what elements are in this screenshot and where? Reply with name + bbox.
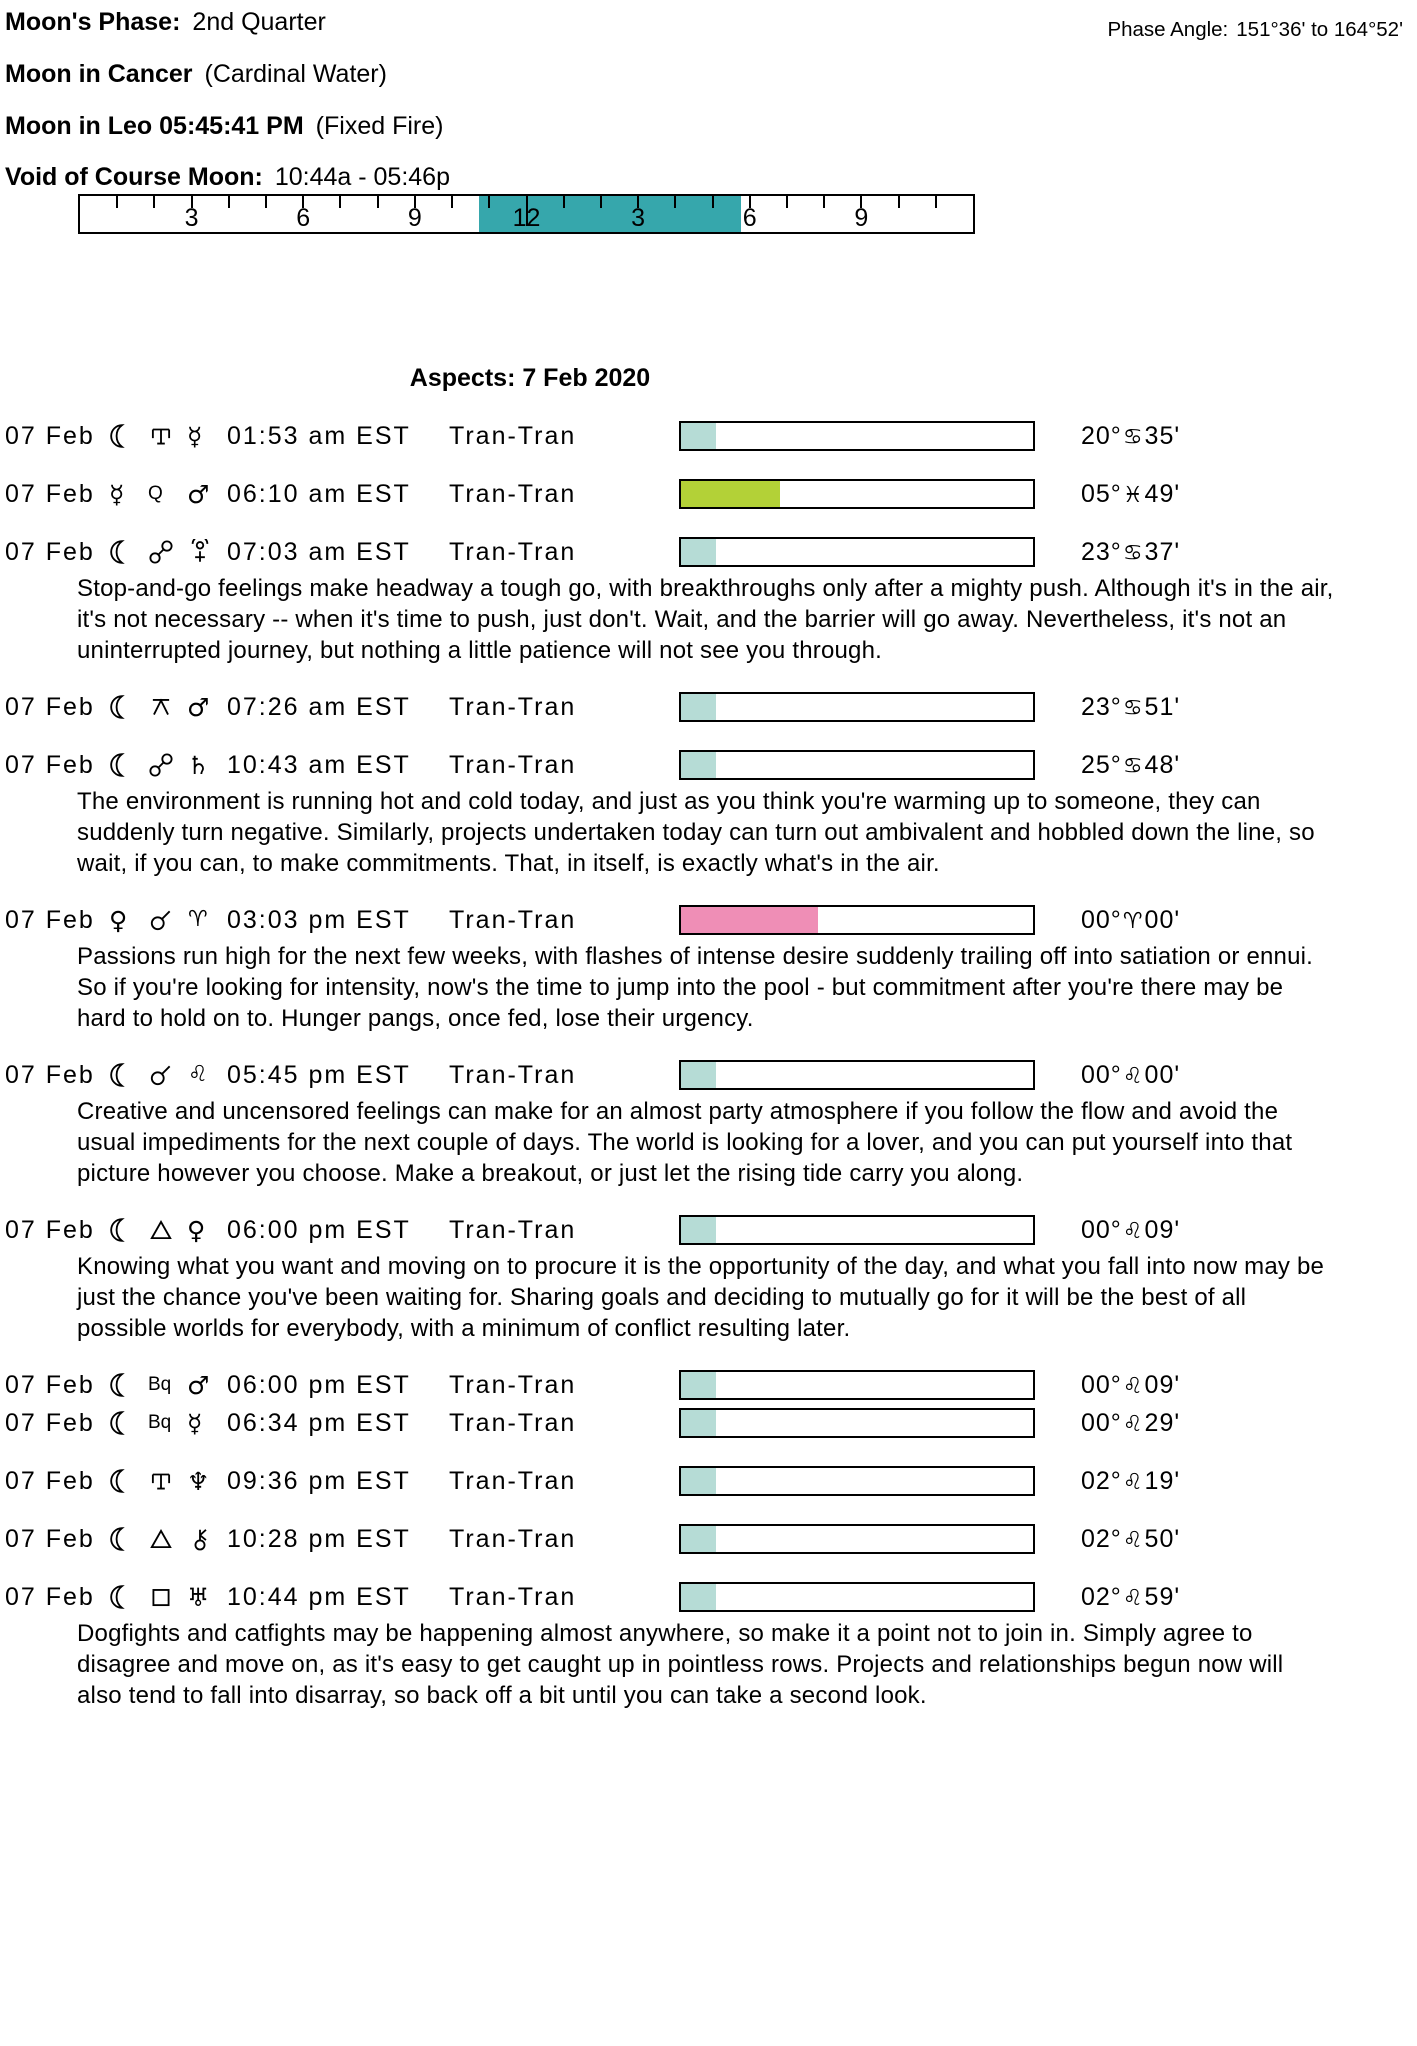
moon-icon (109, 748, 146, 782)
aspect-date: 07 Feb (5, 1524, 95, 1553)
aspect-row (0, 903, 1417, 937)
aspect-glyphs (109, 477, 227, 511)
aspect-date: 07 Feb (5, 1215, 95, 1244)
aspect-type: Tran-Tran (449, 479, 577, 508)
orb-progress-bar (679, 1215, 1035, 1245)
aspect-block (0, 1580, 1417, 1711)
orb-progress-bar (679, 1466, 1035, 1496)
degree-minutes: 51' (1144, 692, 1181, 721)
trine-icon (148, 1213, 185, 1247)
aspect-time: 06:34 pm EST (227, 1408, 411, 1437)
aspect-block (0, 1368, 1417, 1402)
mercury-icon: ☿ (187, 1408, 203, 1438)
hour-tick (823, 196, 825, 208)
opposition-icon (148, 535, 185, 569)
degree-minutes: 37' (1144, 537, 1181, 566)
aspect-degree (1081, 1371, 1180, 1400)
orb-progress-bar (679, 692, 1035, 722)
orb-progress-fill (681, 907, 818, 933)
aspect-block (0, 1522, 1417, 1556)
aspect-time: 10:44 pm EST (227, 1582, 411, 1611)
aspect-description: Stop-and-go feelings make headway a tough go, with breakthroughs only after a mighty push. Although it's in the air, it's not necessary -- when it's time to push, just don't. Wait, and the barrier will go away. Nevertheless, it's not an uninterrupted journey, but nothing a little patience will not see you through. (77, 575, 1334, 664)
aspect-date: 07 Feb (5, 1060, 95, 1089)
aspect-time: 06:10 am EST (227, 479, 411, 508)
moon-icon (109, 1522, 146, 1556)
orb-progress-fill (681, 1372, 716, 1398)
moon-icon (109, 1406, 146, 1440)
hour-tick (600, 196, 602, 208)
leo-sign-icon: ♌ (1122, 1527, 1144, 1553)
moon-icon (109, 1213, 146, 1247)
aspect-block (0, 1213, 1417, 1344)
hour-tick (153, 196, 155, 208)
aspect-date: 07 Feb (5, 692, 95, 721)
aspect-degree (1081, 538, 1180, 567)
uranus-icon: ♅ (187, 1582, 210, 1612)
hour-label: 6 (742, 204, 757, 232)
opposition-icon (148, 748, 185, 782)
aspect-date: 07 Feb (5, 1408, 95, 1437)
degree-number: 02° (1081, 1466, 1122, 1495)
aspect-degree (1081, 1216, 1180, 1245)
orb-progress-bar (679, 1582, 1035, 1612)
aspect-glyphs (109, 1406, 227, 1440)
degree-number: 00° (1081, 1408, 1122, 1437)
moon-sign-line-1 (0, 60, 1417, 89)
orb-progress-fill (681, 1217, 716, 1243)
aspect-type: Tran-Tran (449, 1215, 577, 1244)
aspect-type: Tran-Tran (449, 421, 577, 450)
orb-progress-fill (681, 1584, 716, 1610)
moon-in-cancer-quality: (Cardinal Water) (204, 60, 387, 88)
hour-tick (116, 196, 118, 208)
orb-progress-bar (679, 1060, 1035, 1090)
hour-tick (898, 196, 900, 208)
aspect-glyphs (109, 419, 227, 453)
aspect-time: 10:28 pm EST (227, 1524, 411, 1553)
leo-sign-icon: ♌ (1122, 1373, 1144, 1399)
quintile-icon: Q (148, 483, 163, 504)
degree-minutes: 48' (1144, 750, 1181, 779)
hour-tick (228, 196, 230, 208)
aspect-block (0, 535, 1417, 666)
aspect-row (0, 690, 1417, 724)
aspect-degree (1081, 422, 1180, 451)
hour-tick (786, 196, 788, 208)
aspect-time: 07:03 am EST (227, 537, 411, 566)
phase-angle-value: 151°36' to 164°52' (1236, 18, 1403, 41)
aspect-time: 06:00 pm EST (227, 1370, 411, 1399)
aspect-degree (1081, 1583, 1180, 1612)
sesquiquadrate-icon (148, 1464, 185, 1498)
aspect-time: 09:36 pm EST (227, 1466, 411, 1495)
aspect-row (0, 1406, 1417, 1440)
moon-icon (109, 419, 146, 453)
aspect-row (0, 748, 1417, 782)
orb-progress-fill (681, 539, 716, 565)
moons-phase-label: Moon's Phase: (5, 8, 181, 36)
orb-progress-bar (679, 1524, 1035, 1554)
aspect-date: 07 Feb (5, 1466, 95, 1495)
degree-number: 00° (1081, 905, 1122, 934)
hour-tick (451, 196, 453, 208)
trine-icon (148, 1522, 185, 1556)
conjunction-icon (148, 903, 185, 937)
degree-minutes: 29' (1144, 1408, 1181, 1437)
hour-tick (935, 196, 937, 208)
moon-icon (109, 535, 146, 569)
degree-minutes: 09' (1144, 1215, 1181, 1244)
aspect-glyphs (109, 903, 227, 937)
aspect-date: 07 Feb (5, 1582, 95, 1611)
phase-angle-label: Phase Angle: (1107, 18, 1229, 41)
degree-number: 02° (1081, 1524, 1122, 1553)
orb-progress-bar (679, 1408, 1035, 1438)
aspect-type: Tran-Tran (449, 750, 577, 779)
aspect-glyphs (109, 748, 227, 782)
degree-number: 23° (1081, 692, 1122, 721)
aspects-title: Aspects: 7 Feb 2020 (409, 364, 651, 392)
orb-progress-fill (681, 694, 716, 720)
cancer-sign-icon: ♋ (1122, 540, 1144, 566)
moon-sign-line-2 (0, 112, 1417, 141)
moon-icon (109, 1580, 146, 1614)
orb-progress-bar (679, 479, 1035, 509)
orb-progress-bar (679, 537, 1035, 567)
hour-label: 6 (296, 204, 311, 232)
orb-progress-bar (679, 421, 1035, 451)
voc-label: Void of Course Moon: (5, 163, 263, 191)
aspect-row (0, 1464, 1417, 1498)
aspect-description: Knowing what you want and moving on to procure it is the opportunity of the day, and what you fall into now may be just the chance you've been waiting for. Sharing goals and deciding to mutually go for it will be the best of all possible worlds for everybody, with a minimum of conflict resulting later. (77, 1253, 1325, 1342)
conjunction-icon (148, 1058, 185, 1092)
leo-sign-icon: ♌ (1122, 1585, 1144, 1611)
hour-tick (265, 196, 267, 208)
aspect-type: Tran-Tran (449, 1466, 577, 1495)
orb-progress-bar (679, 750, 1035, 780)
aries-icon: ♈ (188, 907, 208, 932)
aspect-row (0, 419, 1417, 453)
aspect-date: 07 Feb (5, 905, 95, 934)
degree-number: 23° (1081, 537, 1122, 566)
cancer-sign-icon: ♋ (1122, 753, 1144, 779)
degree-number: 02° (1081, 1582, 1122, 1611)
aspect-date: 07 Feb (5, 1370, 95, 1399)
aspect-block (0, 419, 1417, 453)
moon-in-cancer-label: Moon in Cancer (5, 60, 193, 88)
hour-tick (377, 196, 379, 208)
mars-icon: ♂ (187, 1370, 210, 1400)
aspect-block (0, 1406, 1417, 1440)
aspect-glyphs (109, 1464, 227, 1498)
degree-number: 00° (1081, 1370, 1122, 1399)
aspect-date: 07 Feb (5, 479, 95, 508)
moon-icon (109, 1464, 146, 1498)
degree-minutes: 00' (1144, 1060, 1181, 1089)
aspect-type: Tran-Tran (449, 1524, 577, 1553)
venus-icon: ♀ (187, 1215, 206, 1245)
aspect-glyphs (109, 690, 227, 724)
degree-minutes: 09' (1144, 1370, 1181, 1399)
phase-angle (1107, 18, 1403, 42)
hour-label: 9 (854, 204, 869, 232)
aspect-block (0, 903, 1417, 1034)
hour-tick (563, 196, 565, 208)
aspect-glyphs (109, 1368, 227, 1402)
venus-icon: ♀ (109, 905, 128, 935)
mercury-icon: ☿ (187, 421, 203, 451)
aspect-date: 07 Feb (5, 421, 95, 450)
saturn-icon: ♄ (187, 750, 210, 780)
aspect-time: 10:43 am EST (227, 750, 411, 779)
orb-progress-fill (681, 1526, 716, 1552)
aspect-type: Tran-Tran (449, 1060, 577, 1089)
orb-progress-fill (681, 423, 716, 449)
neptune-icon: ♆ (187, 1466, 210, 1496)
biquintile-icon: Bq (148, 1412, 172, 1433)
degree-number: 00° (1081, 1060, 1122, 1089)
voc-line (0, 163, 1417, 192)
hour-label: 3 (184, 204, 199, 232)
aspect-row (0, 1213, 1417, 1247)
leo-sign-icon: ♌ (1122, 1411, 1144, 1437)
hour-label: 3 (631, 204, 646, 232)
aspect-date: 07 Feb (5, 537, 95, 566)
aspect-glyphs (109, 1213, 227, 1247)
aspect-block (0, 748, 1417, 879)
orb-progress-bar (679, 1370, 1035, 1400)
aspect-degree (1081, 1467, 1180, 1496)
voc-value: 10:44a - 05:46p (274, 163, 450, 191)
aspect-description: The environment is running hot and cold today, and just as you think you're warming up to someone, they can suddenly turn negative. Similarly, projects undertaken today can turn out ambivalent and hobbled down the line, so wait, if you can, to make commitments. That, in itself, is exactly what's in the air. (77, 788, 1315, 877)
degree-number: 20° (1081, 421, 1122, 450)
hour-label: 12 (512, 204, 541, 232)
aspect-type: Tran-Tran (449, 1408, 577, 1437)
leo-sign-icon: ♌ (1122, 1469, 1144, 1495)
aries-sign-icon: ♈ (1122, 908, 1144, 934)
degree-minutes: 59' (1144, 1582, 1181, 1611)
aspect-block (0, 1058, 1417, 1189)
aspect-type: Tran-Tran (449, 1370, 577, 1399)
degree-minutes: 50' (1144, 1524, 1181, 1553)
aspect-glyphs (109, 1580, 227, 1614)
orb-progress-fill (681, 1468, 716, 1494)
aspect-row (0, 1580, 1417, 1614)
chiron-icon (187, 1522, 224, 1556)
aspect-row (0, 535, 1417, 569)
hour-tick (488, 196, 490, 208)
quincunx-icon (148, 690, 185, 724)
aspect-description: Creative and uncensored feelings can make for an almost party atmosphere if you follow the flow and avoid the usual impediments for the next couple of days. The world is looking for a lover, and you can put yourself into that picture however you choose. Make a breakout, or just let the rising tide carry you along. (77, 1098, 1293, 1187)
mercury-icon: ☿ (109, 479, 125, 509)
cancer-sign-icon: ♋ (1122, 695, 1144, 721)
aspect-type: Tran-Tran (449, 537, 577, 566)
moon-in-leo-label: Moon in Leo 05:45:41 PM (5, 112, 304, 140)
cancer-sign-icon: ♋ (1122, 424, 1144, 450)
degree-minutes: 49' (1144, 479, 1181, 508)
pisces-sign-icon: ♓ (1122, 482, 1144, 508)
degree-minutes: 19' (1144, 1466, 1181, 1495)
aspect-degree (1081, 1525, 1180, 1554)
degree-number: 25° (1081, 750, 1122, 779)
leo-sign-icon: ♌ (1122, 1063, 1144, 1089)
degree-minutes: 35' (1144, 421, 1181, 450)
leo-sign-icon: ♌ (1122, 1218, 1144, 1244)
square-icon (148, 1580, 185, 1614)
aspect-glyphs (109, 1058, 227, 1092)
aspect-glyphs (109, 1522, 227, 1556)
aspect-time: 06:00 pm EST (227, 1215, 411, 1244)
degree-number: 00° (1081, 1215, 1122, 1244)
moon-icon (109, 1368, 146, 1402)
orb-progress-fill (681, 752, 716, 778)
aspects-list (0, 419, 1417, 1711)
aspect-row (0, 1522, 1417, 1556)
orb-progress-bar (679, 905, 1035, 935)
pluto-icon (187, 535, 224, 569)
hour-tick (712, 196, 714, 208)
moons-phase-value: 2nd Quarter (192, 8, 326, 36)
aspect-degree (1081, 906, 1180, 935)
voc-timeline-ruler (78, 194, 975, 234)
aspect-row (0, 1058, 1417, 1092)
aspect-time: 07:26 am EST (227, 692, 411, 721)
degree-minutes: 00' (1144, 905, 1181, 934)
mars-icon: ♂ (187, 479, 210, 509)
aspect-glyphs (109, 535, 227, 569)
aspect-type: Tran-Tran (449, 1582, 577, 1611)
aspect-type: Tran-Tran (449, 905, 577, 934)
aspect-degree (1081, 751, 1180, 780)
aspect-time: 01:53 am EST (227, 421, 411, 450)
orb-progress-fill (681, 481, 780, 507)
aspect-degree (1081, 1061, 1180, 1090)
aspect-type: Tran-Tran (449, 692, 577, 721)
orb-progress-fill (681, 1062, 716, 1088)
leo-icon: ♌ (188, 1062, 208, 1087)
aspect-date: 07 Feb (5, 750, 95, 779)
aspect-degree (1081, 1409, 1180, 1438)
aspect-row (0, 1368, 1417, 1402)
hour-label: 9 (407, 204, 422, 232)
mars-icon: ♂ (187, 692, 210, 722)
aspect-block (0, 477, 1417, 511)
sesquiquadrate-icon (148, 419, 185, 453)
orb-progress-fill (681, 1410, 716, 1436)
aspect-row (0, 477, 1417, 511)
hour-tick (674, 196, 676, 208)
aspect-time: 03:03 pm EST (227, 905, 411, 934)
aspect-degree (1081, 693, 1180, 722)
moon-in-leo-quality: (Fixed Fire) (315, 112, 444, 140)
aspect-block (0, 690, 1417, 724)
biquintile-icon: Bq (148, 1374, 172, 1395)
aspect-degree (1081, 480, 1180, 509)
aspect-description: Dogfights and catfights may be happening almost anywhere, so make it a point not to join in. Simply agree to disagree and move on, as it's easy to get caught up in pointless rows. Projects and relationships begun now will also tend to fall into disarray, so back off a bit until you can take a second look. (77, 1620, 1284, 1709)
aspect-description: Passions run high for the next few weeks, with flashes of intense desire suddenly trailing off into satiation or ennui. So if you're looking for intensity, now's the time to jump into the pool - but commitment after you're there may be hard to hold on to. Hunger pangs, once fed, lose their urgency. (77, 943, 1314, 1032)
hour-tick (339, 196, 341, 208)
aspect-block (0, 1464, 1417, 1498)
moon-icon (109, 690, 146, 724)
moon-icon (109, 1058, 146, 1092)
aspect-time: 05:45 pm EST (227, 1060, 411, 1089)
degree-number: 05° (1081, 479, 1122, 508)
